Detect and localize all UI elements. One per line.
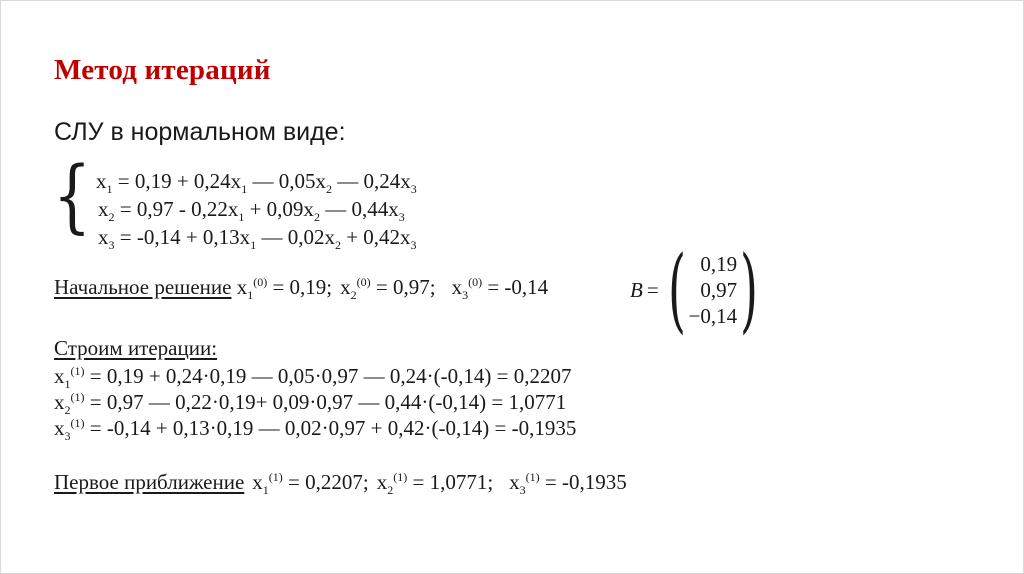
matrix-b-label: B [630, 277, 643, 302]
first-approximation-label: Первое приближение [54, 470, 245, 494]
system-brace: { [53, 149, 92, 242]
matrix-b-value: 0,97 [700, 278, 738, 302]
matrix-b-value: 0,19 [700, 252, 738, 276]
iteration-row: $x_3^{(1)} = -0,14 + 0,13\cdot 0,19$ — 0,02·0,97 + 0,42·(-0,14) = -0,1935 [54, 416, 577, 444]
equation-3: $x_3 = -0,14 + 0,13x_1$ — $0,02x_2 + 0,42x_3$ [98, 225, 417, 253]
matrix-b-column [689, 251, 738, 329]
slide-subtitle: СЛУ в нормальном виде: [54, 118, 346, 146]
equation-2: $x_2 = 0,97 - 0,22x_1 + 0,09x_2$ — $0,44x_3$ [98, 197, 405, 225]
initial-solution-label: Начальное решение [54, 275, 232, 299]
initial-solution-line: Начальное решение $x_1^{(0)} = 0,19$; $x_2^{(0)} = 0,97$; $x_3^{(0)} = -0,14$ [54, 275, 549, 303]
first-approximation-line: Первое приближение $x_1^{(1)} = 0,2207$; $x_2^{(1)} = 1,0771$; $x_3^{(1)} = -0,1935$ [54, 470, 627, 498]
matrix-b-value: −0,14 [688, 304, 738, 328]
right-paren-icon: ) [740, 236, 759, 343]
iterations-heading: Строим итерации: [54, 336, 218, 360]
matrix-b-equals: = [646, 277, 659, 302]
slide-title: Метод итераций [54, 54, 271, 86]
left-paren-icon: ( [667, 236, 686, 343]
equation-1: $x_1 = 0,19 + 0,24x_1$ — $0,05x_2$ — $0,24x_3$ [96, 169, 417, 197]
matrix-b [630, 236, 767, 343]
iteration-row: $x_2^{(1)} = 0,97$ — 0,22·0,19+ 0,09·0,97 — 0,44·(-0,14) = 1,0771 [54, 390, 567, 418]
iteration-row: $x_1^{(1)} = 0,19 + 0,24\cdot 0,19$ — 0,05·0,97 — 0,24·(-0,14) = 0,2207 [54, 364, 572, 392]
